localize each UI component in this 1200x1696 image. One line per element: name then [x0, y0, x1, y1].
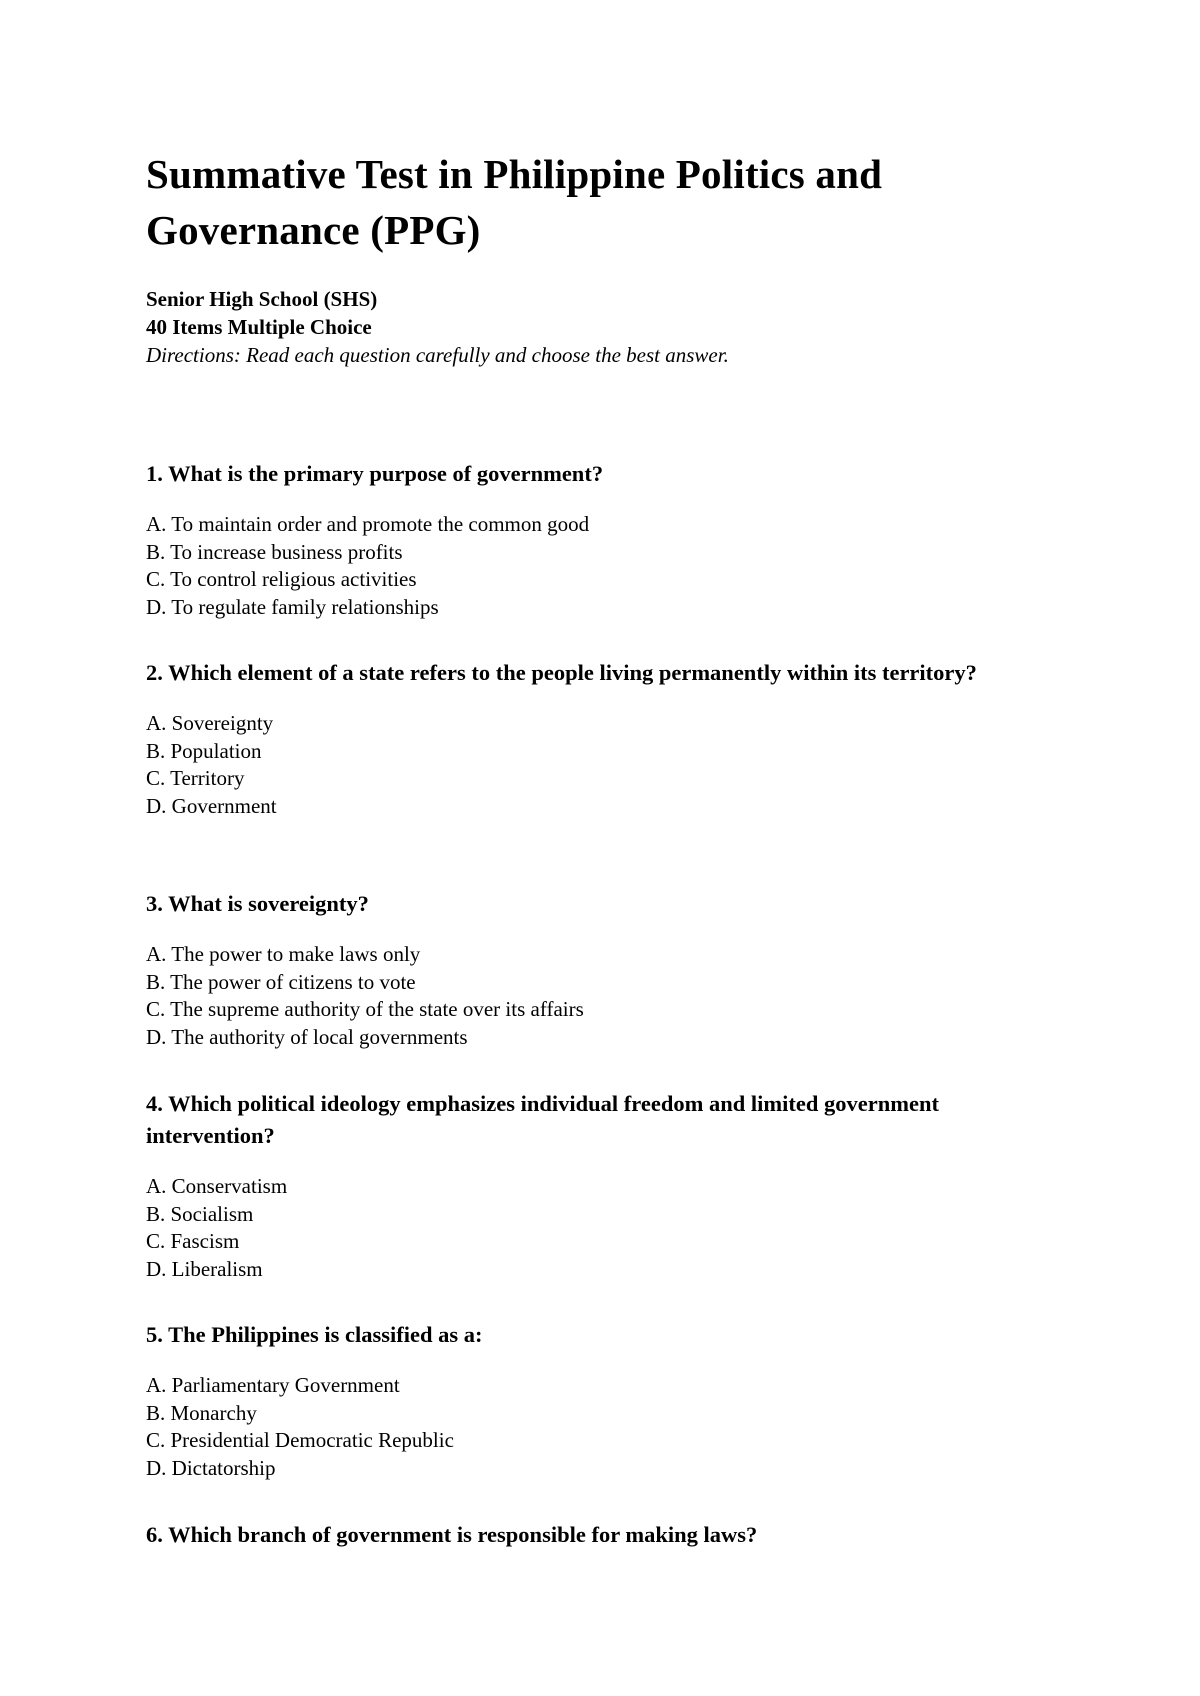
- question-text: 3. What is sovereignty?: [146, 891, 369, 916]
- school-level: Senior High School (SHS): [146, 287, 378, 311]
- question-1: [146, 458, 1066, 622]
- option-d: D. To regulate family relationships: [146, 595, 439, 620]
- option-b: B. The power of citizens to vote: [146, 969, 416, 994]
- question-4: [146, 1088, 1066, 1284]
- option-b: B. Population: [146, 738, 262, 763]
- option-b: B. Monarchy: [146, 1400, 257, 1425]
- question-6: [146, 1519, 1066, 1551]
- answer-options: [146, 511, 1066, 622]
- answer-options: [146, 1173, 1066, 1284]
- question-3: [146, 888, 1066, 1052]
- document-title: Summative Test in Philippine Politics and Governance (PPG): [146, 151, 883, 253]
- option-c: C. The supreme authority of the state over its affairs: [146, 997, 584, 1022]
- option-c: C. Territory: [146, 766, 245, 791]
- question-5: [146, 1319, 1066, 1483]
- question-text: 6. Which branch of government is responsible for making laws?: [146, 1522, 758, 1547]
- option-b: B. To increase business profits: [146, 539, 403, 564]
- option-d: D. The authority of local governments: [146, 1025, 468, 1050]
- option-d: D. Dictatorship: [146, 1456, 276, 1481]
- directions: Directions: Read each question carefully and choose the best answer.: [146, 343, 729, 367]
- option-a: A. To maintain order and promote the common good: [146, 512, 590, 536]
- option-c: C. Presidential Democratic Republic: [146, 1428, 454, 1453]
- question-2: [146, 657, 1066, 821]
- question-text: 2. Which element of a state refers to the people living permanently within its territory?: [146, 660, 977, 685]
- option-d: D. Liberalism: [146, 1257, 263, 1282]
- question-text: 4. Which political ideology emphasizes individual freedom and limited government intervention?: [146, 1091, 939, 1148]
- test-format: 40 Items Multiple Choice: [146, 315, 372, 339]
- option-a: A. The power to make laws only: [146, 942, 421, 966]
- option-c: C. To control religious activities: [146, 567, 417, 592]
- option-a: A. Parliamentary Government: [146, 1373, 400, 1397]
- document-info: [146, 285, 729, 369]
- answer-options: [146, 941, 1066, 1052]
- question-text: 1. What is the primary purpose of government?: [146, 461, 604, 486]
- answer-options: [146, 1372, 1066, 1483]
- question-text: 5. The Philippines is classified as a:: [146, 1322, 483, 1347]
- option-d: D. Government: [146, 794, 277, 819]
- option-c: C. Fascism: [146, 1229, 240, 1254]
- option-a: A. Conservatism: [146, 1174, 288, 1198]
- option-b: B. Socialism: [146, 1201, 254, 1226]
- option-a: A. Sovereignty: [146, 711, 274, 735]
- answer-options: [146, 710, 1066, 821]
